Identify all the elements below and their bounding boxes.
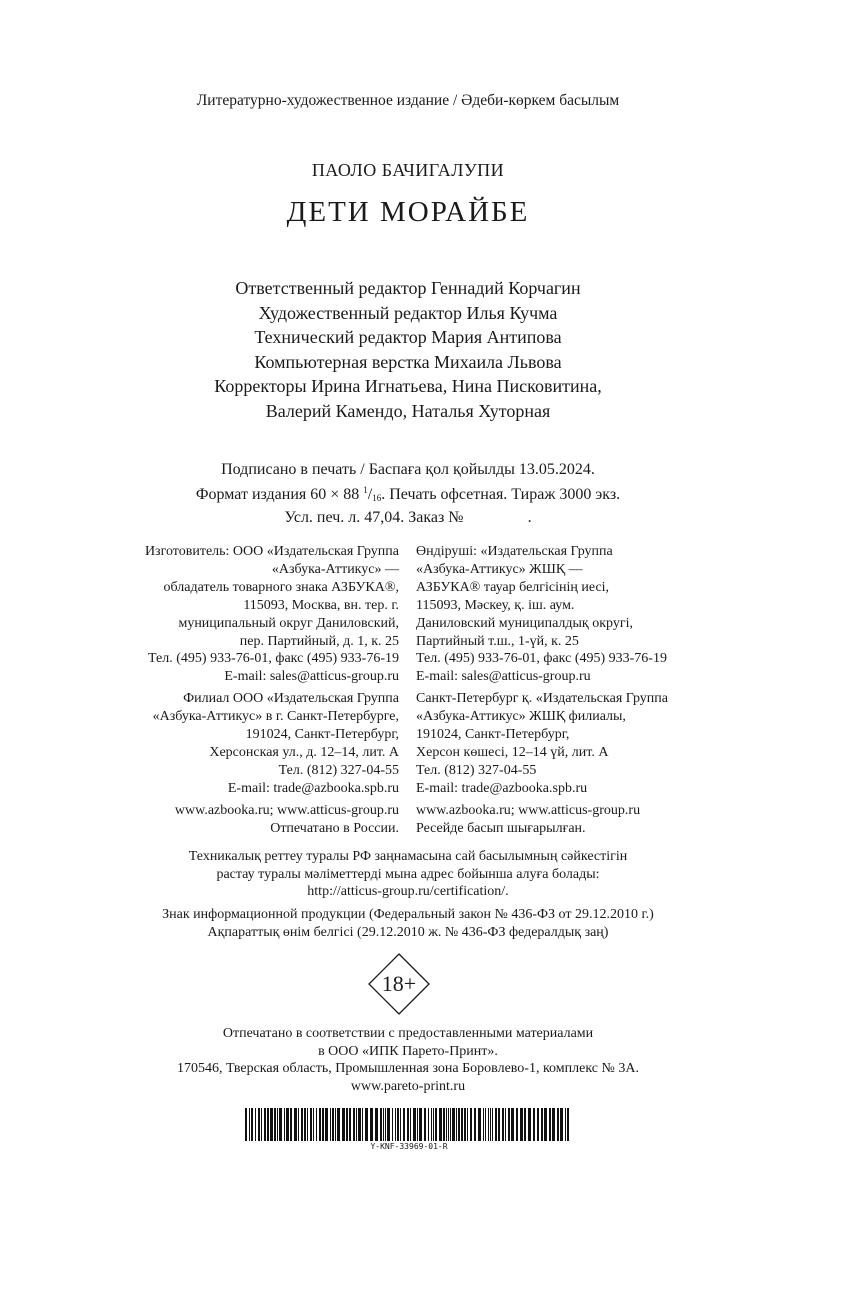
sheets-order: Усл. печ. л. 47,04. Заказ № . xyxy=(284,509,532,526)
age-rating-text: 18+ xyxy=(381,971,417,996)
signed-date: Подписано в печать / Баспаға қол қойылды 13.05.2024. xyxy=(221,461,595,478)
format-suffix: . Печать офсетная. Тираж 3000 экз. xyxy=(381,486,621,503)
mfr-kz-line: Өндіруші: «Издательская Группа xyxy=(416,544,613,559)
mfr-kz-line: Даниловский муниципалдық округі, xyxy=(416,615,633,631)
web-kz: www.azbooka.ru; www.atticus-group.ru xyxy=(416,802,641,818)
print-line: Отпечатано в соответствии с предоставленными материалами xyxy=(222,1026,594,1041)
branch-kz-line: 191024, Санкт-Петербург, xyxy=(416,727,570,743)
branch-kz-line: Херсон көшесі, 12–14 үй, лит. А xyxy=(416,744,609,760)
printed-ru: Отпечатано в России. xyxy=(270,820,399,836)
branch-kz-line: Тел. (812) 327-04-55 xyxy=(416,762,537,778)
mfr-ru-line: Тел. (495) 933-76-01, факс (495) 933-76-19 xyxy=(148,651,399,667)
book-title: ДЕТИ МОРАЙБЕ xyxy=(286,196,530,228)
manufacturer-ru xyxy=(40,543,399,838)
genre-line: Литературно-художественное издание / Әдеби-көркем басылым xyxy=(196,92,620,109)
branch-kz-line: E-mail: trade@azbooka.spb.ru xyxy=(416,780,588,796)
cert-line: растау туралы мәліметтерді мына адрес бойынша алуға болады: xyxy=(216,866,600,882)
publication-info xyxy=(0,460,816,528)
mfr-ru-line: обладатель товарного знака АЗБУКА®, xyxy=(163,579,399,595)
print-line: 170546, Тверская область, Промышленная зона Боровлево-1, комплекс № 3А. xyxy=(177,1061,639,1077)
credits-block xyxy=(0,276,816,424)
printing-block xyxy=(0,1025,816,1095)
mfr-ru-line: 115093, Москва, вн. тер. г. xyxy=(243,597,399,613)
mfr-kz-line: АЗБУКА® тауар белгісінің иесі, xyxy=(416,579,610,595)
printed-kz: Ресейде басып шығарылған. xyxy=(416,820,586,836)
mfr-kz-line: E-mail: sales@atticus-group.ru xyxy=(416,669,591,685)
law-block xyxy=(0,906,816,941)
law-line: Знак информационной продукции (Федеральный закон № 436-ФЗ от 29.12.2010 г.) xyxy=(162,907,654,922)
mfr-ru-line: Изготовитель: ООО «Издательская Группа xyxy=(144,544,399,559)
credit-line: Компьютерная верстка Михаила Львова xyxy=(254,351,562,372)
mfr-kz-line: Тел. (495) 933-76-01, факс (495) 933-76-19 xyxy=(416,651,667,667)
branch-ru-line: 191024, Санкт-Петербург, xyxy=(245,727,399,743)
mfr-ru-line: E-mail: sales@atticus-group.ru xyxy=(224,669,399,685)
branch-ru-line: «Азбука-Аттикус» в г. Санкт-Петербурге, xyxy=(152,709,399,725)
mfr-ru-line: муниципальный округ Даниловский, xyxy=(178,615,399,631)
branch-ru-line: Херсонская ул., д. 12–14, лит. А xyxy=(209,744,399,760)
credit-line: Ответственный редактор Геннадий Корчагин xyxy=(235,278,581,298)
barcode-icon xyxy=(245,1108,573,1141)
format-line: Формат издания 60 × 88 $^1/_{16}$. Печать офсетная. Тираж 3000 экз. xyxy=(195,485,621,503)
format-numerator: 1 xyxy=(363,485,368,495)
mfr-ru-line: «Азбука-Аттикус» — xyxy=(271,561,399,577)
mfr-kz-line: «Азбука-Аттикус» ЖШҚ — xyxy=(416,561,583,577)
mfr-kz-line: Партийный т.ш., 1-үй, к. 25 xyxy=(416,633,579,649)
branch-ru-line: Тел. (812) 327-04-55 xyxy=(278,762,399,778)
mfr-ru-line: пер. Партийный, д. 1, к. 25 xyxy=(239,633,399,649)
print-line: в ООО «ИПК Парето-Принт». xyxy=(318,1043,498,1059)
law-line: Ақпараттық өнім белгісі (29.12.2010 ж. № 436-ФЗ федералдық заң) xyxy=(207,924,609,940)
certification-block xyxy=(0,848,816,901)
age-rating-badge xyxy=(368,953,430,1015)
barcode-label: Y-KNF-33969-01-R xyxy=(370,1142,448,1151)
branch-ru-line: Филиал ООО «Издательская Группа xyxy=(183,691,399,707)
format-prefix: Формат издания 60 × 88 xyxy=(195,486,364,503)
credit-line: Валерий Камендо, Наталья Хуторная xyxy=(265,400,551,421)
web-ru: www.azbooka.ru; www.atticus-group.ru xyxy=(174,802,399,818)
credit-line: Художественный редактор Илья Кучма xyxy=(258,302,558,323)
branch-kz-line: Санкт-Петербург қ. «Издательская Группа xyxy=(416,691,668,707)
cert-url: http://atticus-group.ru/certification/. xyxy=(307,884,509,900)
print-url: www.pareto-print.ru xyxy=(350,1078,466,1094)
author-name: ПАОЛО БАЧИГАЛУПИ xyxy=(311,160,505,180)
format-denominator: 16 xyxy=(372,493,382,503)
credit-line: Технический редактор Мария Антипова xyxy=(254,327,562,348)
branch-ru-line: E-mail: trade@azbooka.spb.ru xyxy=(227,780,399,796)
mfr-kz-line: 115093, Мәскеу, қ. іш. аум. xyxy=(416,597,575,613)
credit-line: Корректоры Ирина Игнатьева, Нина Писковитина, xyxy=(214,376,602,397)
manufacturer-kz xyxy=(416,543,836,838)
cert-line: Техникалық реттеу туралы РФ заңнамасына сай басылымның сәйкестігін xyxy=(188,849,628,864)
branch-kz-line: «Азбука-Аттикус» ЖШҚ филиалы, xyxy=(416,709,626,725)
